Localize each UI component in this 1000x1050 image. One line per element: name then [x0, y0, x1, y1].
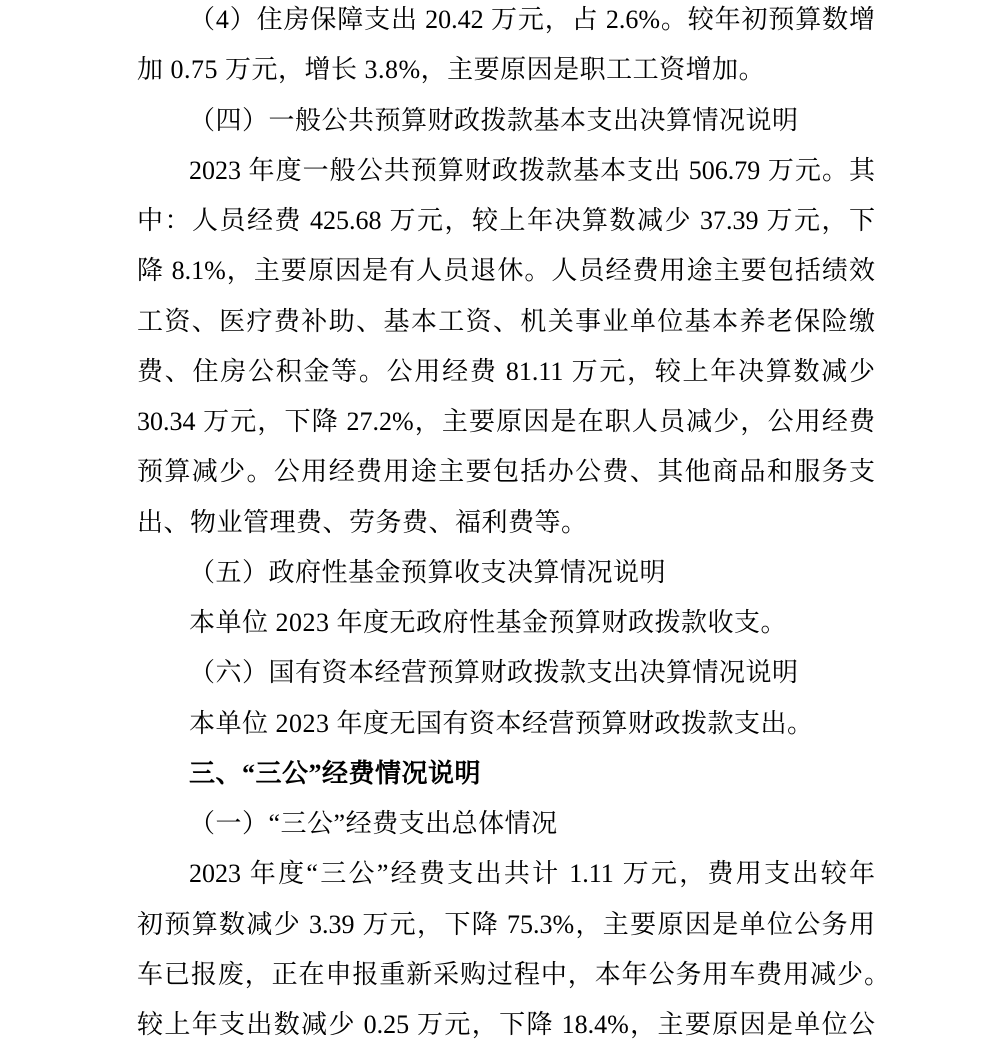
- text-line: 初预算数减少 3.39 万元，下降 75.3%，主要原因是单位公务用: [137, 909, 875, 939]
- text-line: 车已报废，正在申报重新采购过程中，本年公务用车费用减少。: [137, 959, 890, 989]
- text-line: 工资、医疗费补助、基本工资、机关事业单位基本养老保险缴: [137, 306, 875, 336]
- section-heading-basic-expenditure: （四）一般公共预算财政拨款基本支出决算情况说明: [189, 105, 799, 135]
- paragraph-three-public: [137, 849, 890, 1050]
- text-line: 费、住房公积金等。公用经费 81.11 万元，较上年决算数减少: [137, 356, 875, 386]
- text-line: （4）住房保障支出 20.42 万元，占 2.6%。较年初预算数增: [189, 5, 875, 34]
- text-line: 2023 年度一般公共预算财政拨款基本支出 506.79 万元。其: [189, 155, 875, 185]
- paragraph-basic-expenditure: [137, 146, 875, 548]
- text-line: 降 8.1%，主要原因是有人员退休。人员经费用途主要包括绩效: [137, 256, 875, 286]
- section-heading-state-capital: （六）国有资本经营预算财政拨款支出决算情况说明: [189, 658, 799, 688]
- text-line: 30.34 万元，下降 27.2%，主要原因是在职人员减少，公用经费: [137, 407, 875, 436]
- text-line: 中：人员经费 425.68 万元，较上年决算数减少 37.39 万元，下: [137, 206, 875, 235]
- paragraph-state-capital: [137, 699, 875, 749]
- section-heading-government-fund: （五）政府性基金预算收支决算情况说明: [189, 557, 667, 587]
- text-line: 较上年支出数减少 0.25 万元，下降 18.4%，主要原因是单位公: [137, 1010, 875, 1039]
- paragraph-housing: [137, 0, 875, 96]
- document-page: [137, 0, 890, 1050]
- text-line: 加 0.75 万元，增长 3.8%，主要原因是职工工资增加。: [137, 55, 766, 85]
- text-line: 2023 年度“三公”经费支出共计 1.11 万元，费用支出较年: [189, 859, 875, 889]
- text-line: 本单位 2023 年度无国有资本经营预算财政拨款支出。: [189, 708, 814, 738]
- text-line: 预算减少。公用经费用途主要包括办公费、其他商品和服务支: [137, 457, 875, 487]
- paragraph-government-fund: [137, 598, 875, 648]
- text-line: 本单位 2023 年度无政府性基金预算财政拨款收支。: [189, 608, 788, 637]
- text-line: 出、物业管理费、劳务费、福利费等。: [137, 507, 588, 537]
- section-heading-three-public-overview: （一）“三公”经费支出总体情况: [189, 809, 558, 838]
- chapter-heading-three-public: 三、“三公”经费情况说明: [189, 758, 482, 788]
